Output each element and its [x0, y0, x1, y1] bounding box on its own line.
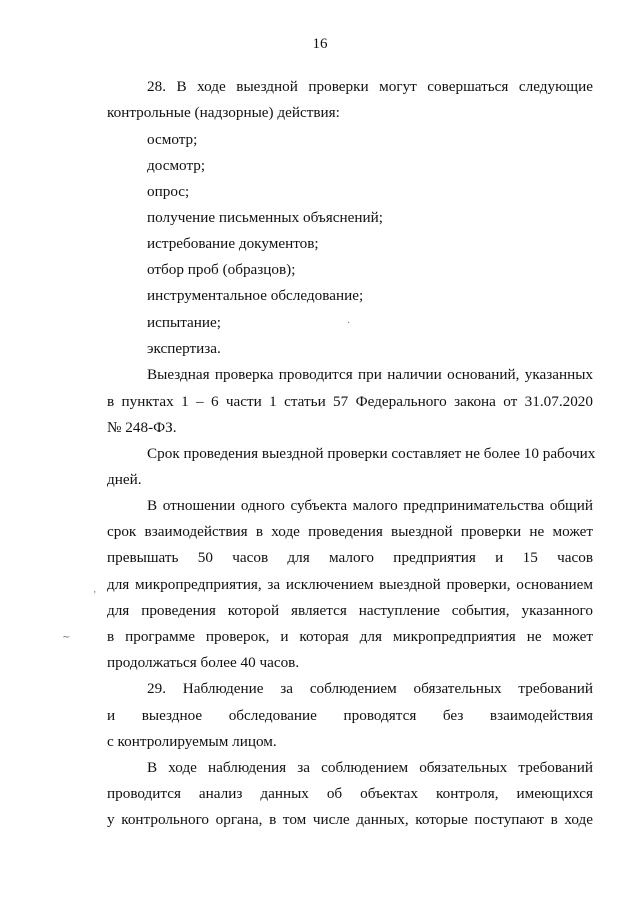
text-line: контрольные (надзорные) действия: — [107, 104, 340, 121]
text-line: досмотр; — [147, 157, 206, 174]
text-line: № 248-ФЗ. — [107, 419, 177, 436]
text-line: с контролируемым лицом. — [107, 733, 277, 750]
text-line: проводится анализ данных об объектах контроля, имеющихся — [107, 785, 593, 802]
text-line: 28. В ходе выездной проверки могут совершаться следующие — [147, 78, 593, 95]
text-line: срок взаимодействия в ходе проведения выездной проверки не может — [107, 523, 593, 540]
text-line: у контрольного органа, в том числе данных, которые поступают в ходе — [107, 811, 593, 828]
text-line: инструментальное обследование; — [147, 287, 364, 304]
text-line: экспертиза. — [147, 340, 221, 357]
text-line: превышать 50 часов для малого предприятия и 15 часов — [107, 549, 593, 566]
text-line: В ходе наблюдения за соблюдением обязательных требований — [147, 759, 593, 776]
text-line: в программе проверок, и которая для микропредприятия не может — [107, 628, 593, 645]
text-line: опрос; — [147, 183, 190, 200]
text-line: В отношении одного субъекта малого предпринимательства общий — [147, 497, 593, 514]
text-line: отбор проб (образцов); — [147, 261, 296, 278]
text-line: истребование документов; — [147, 235, 319, 252]
text-line: испытание; — [147, 314, 221, 331]
text-line: осмотр; — [147, 131, 198, 148]
text-line: продолжаться более 40 часов. — [107, 654, 300, 671]
text-line: в пунктах 1 – 6 части 1 статьи 57 Федерального закона от 31.07.2020 — [107, 393, 593, 410]
text-line: Выездная проверка проводится при наличии оснований, указанных — [147, 366, 593, 383]
text-line: Срок проведения выездной проверки составляет не более 10 рабочих — [147, 445, 596, 462]
text-line: дней. — [107, 471, 142, 488]
text-line: для проведения которой является наступление события, указанного — [107, 602, 593, 619]
text-line: и выездное обследование проводятся без взаимодействия — [107, 707, 593, 724]
text-line: для микропредприятия, за исключением выездной проверки, основанием — [107, 576, 593, 593]
page-number: 16 — [312, 36, 328, 52]
scan-speck: · — [347, 318, 351, 329]
scan-speck: ∼ — [62, 632, 71, 643]
text-line: 29. Наблюдение за соблюдением обязательных требований — [147, 680, 593, 697]
text-line: получение письменных объяснений; — [147, 209, 383, 226]
scan-speck: ’ — [93, 590, 97, 601]
